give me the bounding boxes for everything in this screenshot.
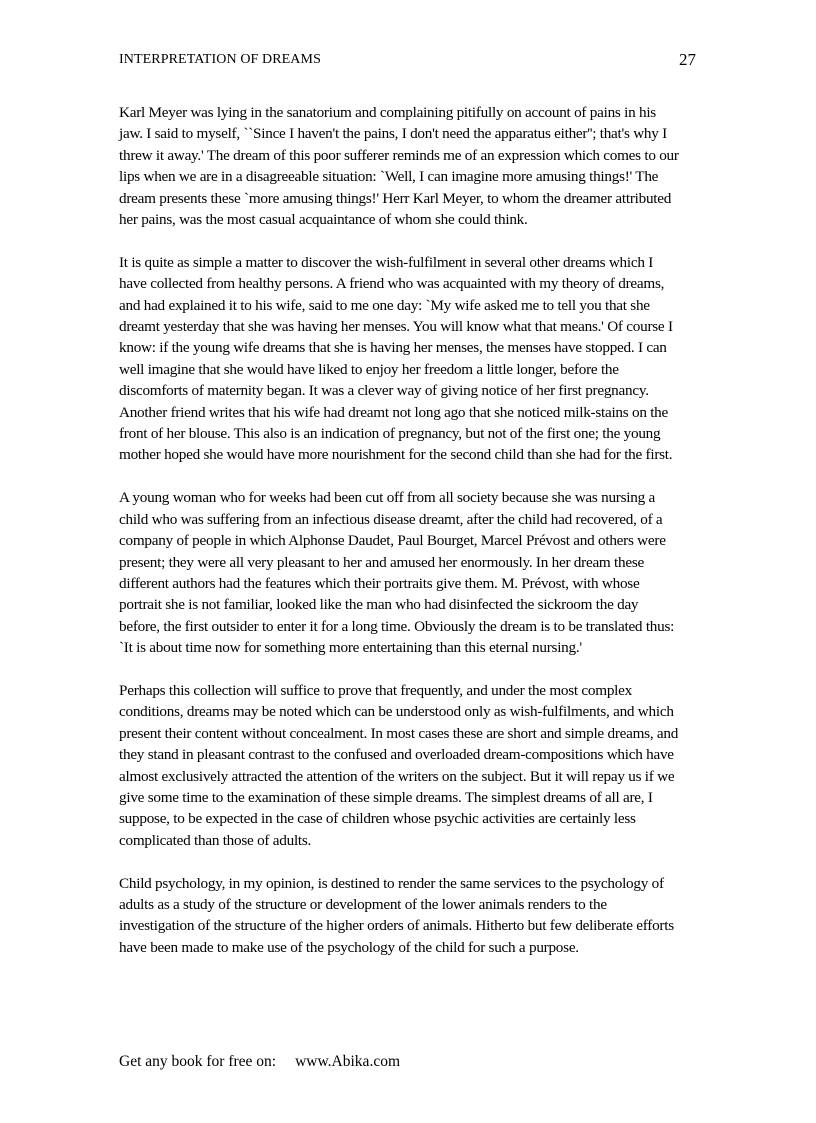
paragraph-child-psychology: Child psychology, in my opinion, is destined to render the same services to the psychology of adults as a study of the structure or development of the lower animals renders to the investigation of the structure of the higher orders of animals. Hitherto but few deliberate efforts have been made to make use of the psychology of the child for such a purpose. bbox=[119, 874, 674, 956]
paragraph-young-woman-nursing: A young woman who for weeks had been cut off from all society because she was nursing a child who was suffering from an infectious disease dreamt, after the child had recovered, of a company of people in which Alphonse Daudet, Paul Bourget, Marcel Prévost and others were present; they were all very pleasant to her and amused her enormously. In her dream these different authors had the features which their portraits give them. M. Prévost, with whose portrait she is not familiar, looked like the man who had disinfected the sickroom the day before, the first outsider to enter it for a long time. Obviously the dream is to be translated thus: `It is about time now for something more entertaining than this eternal nursing.' bbox=[119, 489, 675, 657]
page-footer bbox=[119, 1053, 400, 1071]
footer-link[interactable]: www.Abika.com bbox=[295, 1053, 400, 1070]
paragraph-collection-suffices: Perhaps this collection will suffice to prove that frequently, and under the most complex conditions, dreams may be noted which can be understood only as wish-fulfilments, and which present their content without concealment. In most cases these are short and simple dreams, and they stand in pleasant contrast to the confused and overloaded dream-compositions which have almost exclusively attracted the attention of the writers on the subject. But it will repay us if we give some time to the examination of these simple dreams. The simplest dreams of all are, I suppose, to be expected in the case of children whose psychic activities are certainly less complicated than those of adults. bbox=[119, 681, 679, 849]
running-header-title: INTERPRETATION OF DREAMS bbox=[119, 52, 321, 67]
page-number: 27 bbox=[679, 50, 696, 69]
paragraph-karl-meyer: Karl Meyer was lying in the sanatorium and complaining pitifully on account of pains in his jaw. I said to myself, ``Since I haven't the pains, I don't need the apparatus either''; that's why I threw it away.' The dream of this poor sufferer reminds me of an expression which comes to our lips when we are in a disagreeable situation: `Well, I can imagine more amusing things!' The dream presents these `more amusing things!' Herr Karl Meyer, to whom the dreamer attributed her pains, was the most casual acquaintance of whom she could think. bbox=[119, 104, 679, 229]
footer-label: Get any book for free on: bbox=[119, 1053, 277, 1070]
paragraph-wish-fulfilment-healthy-persons: It is quite as simple a matter to discover the wish-fulfilment in several other dreams which I have collected from healthy persons. A friend who was acquainted with my theory of dreams, and had explained it to his wife, said to me one day: `My wife asked me to tell you that she dreamt yesterday that she was having her menses. You will know what that means.' Of course I know: if the young wife dreams that she is having her menses, the menses have stopped. I can well imagine that she would have liked to enjoy her freedom a little longer, before the discomforts of maternity began. It was a clever way of giving notice of her first pregnancy. Another friend writes that his wife had dreamt not long ago that she noticed milk-stains on the front of her blouse. This also is an indication of pregnancy, but not of the first one; the young mother hoped she would have more nourishment for the second child than she had for the first. bbox=[119, 253, 673, 464]
body-text bbox=[119, 102, 679, 980]
